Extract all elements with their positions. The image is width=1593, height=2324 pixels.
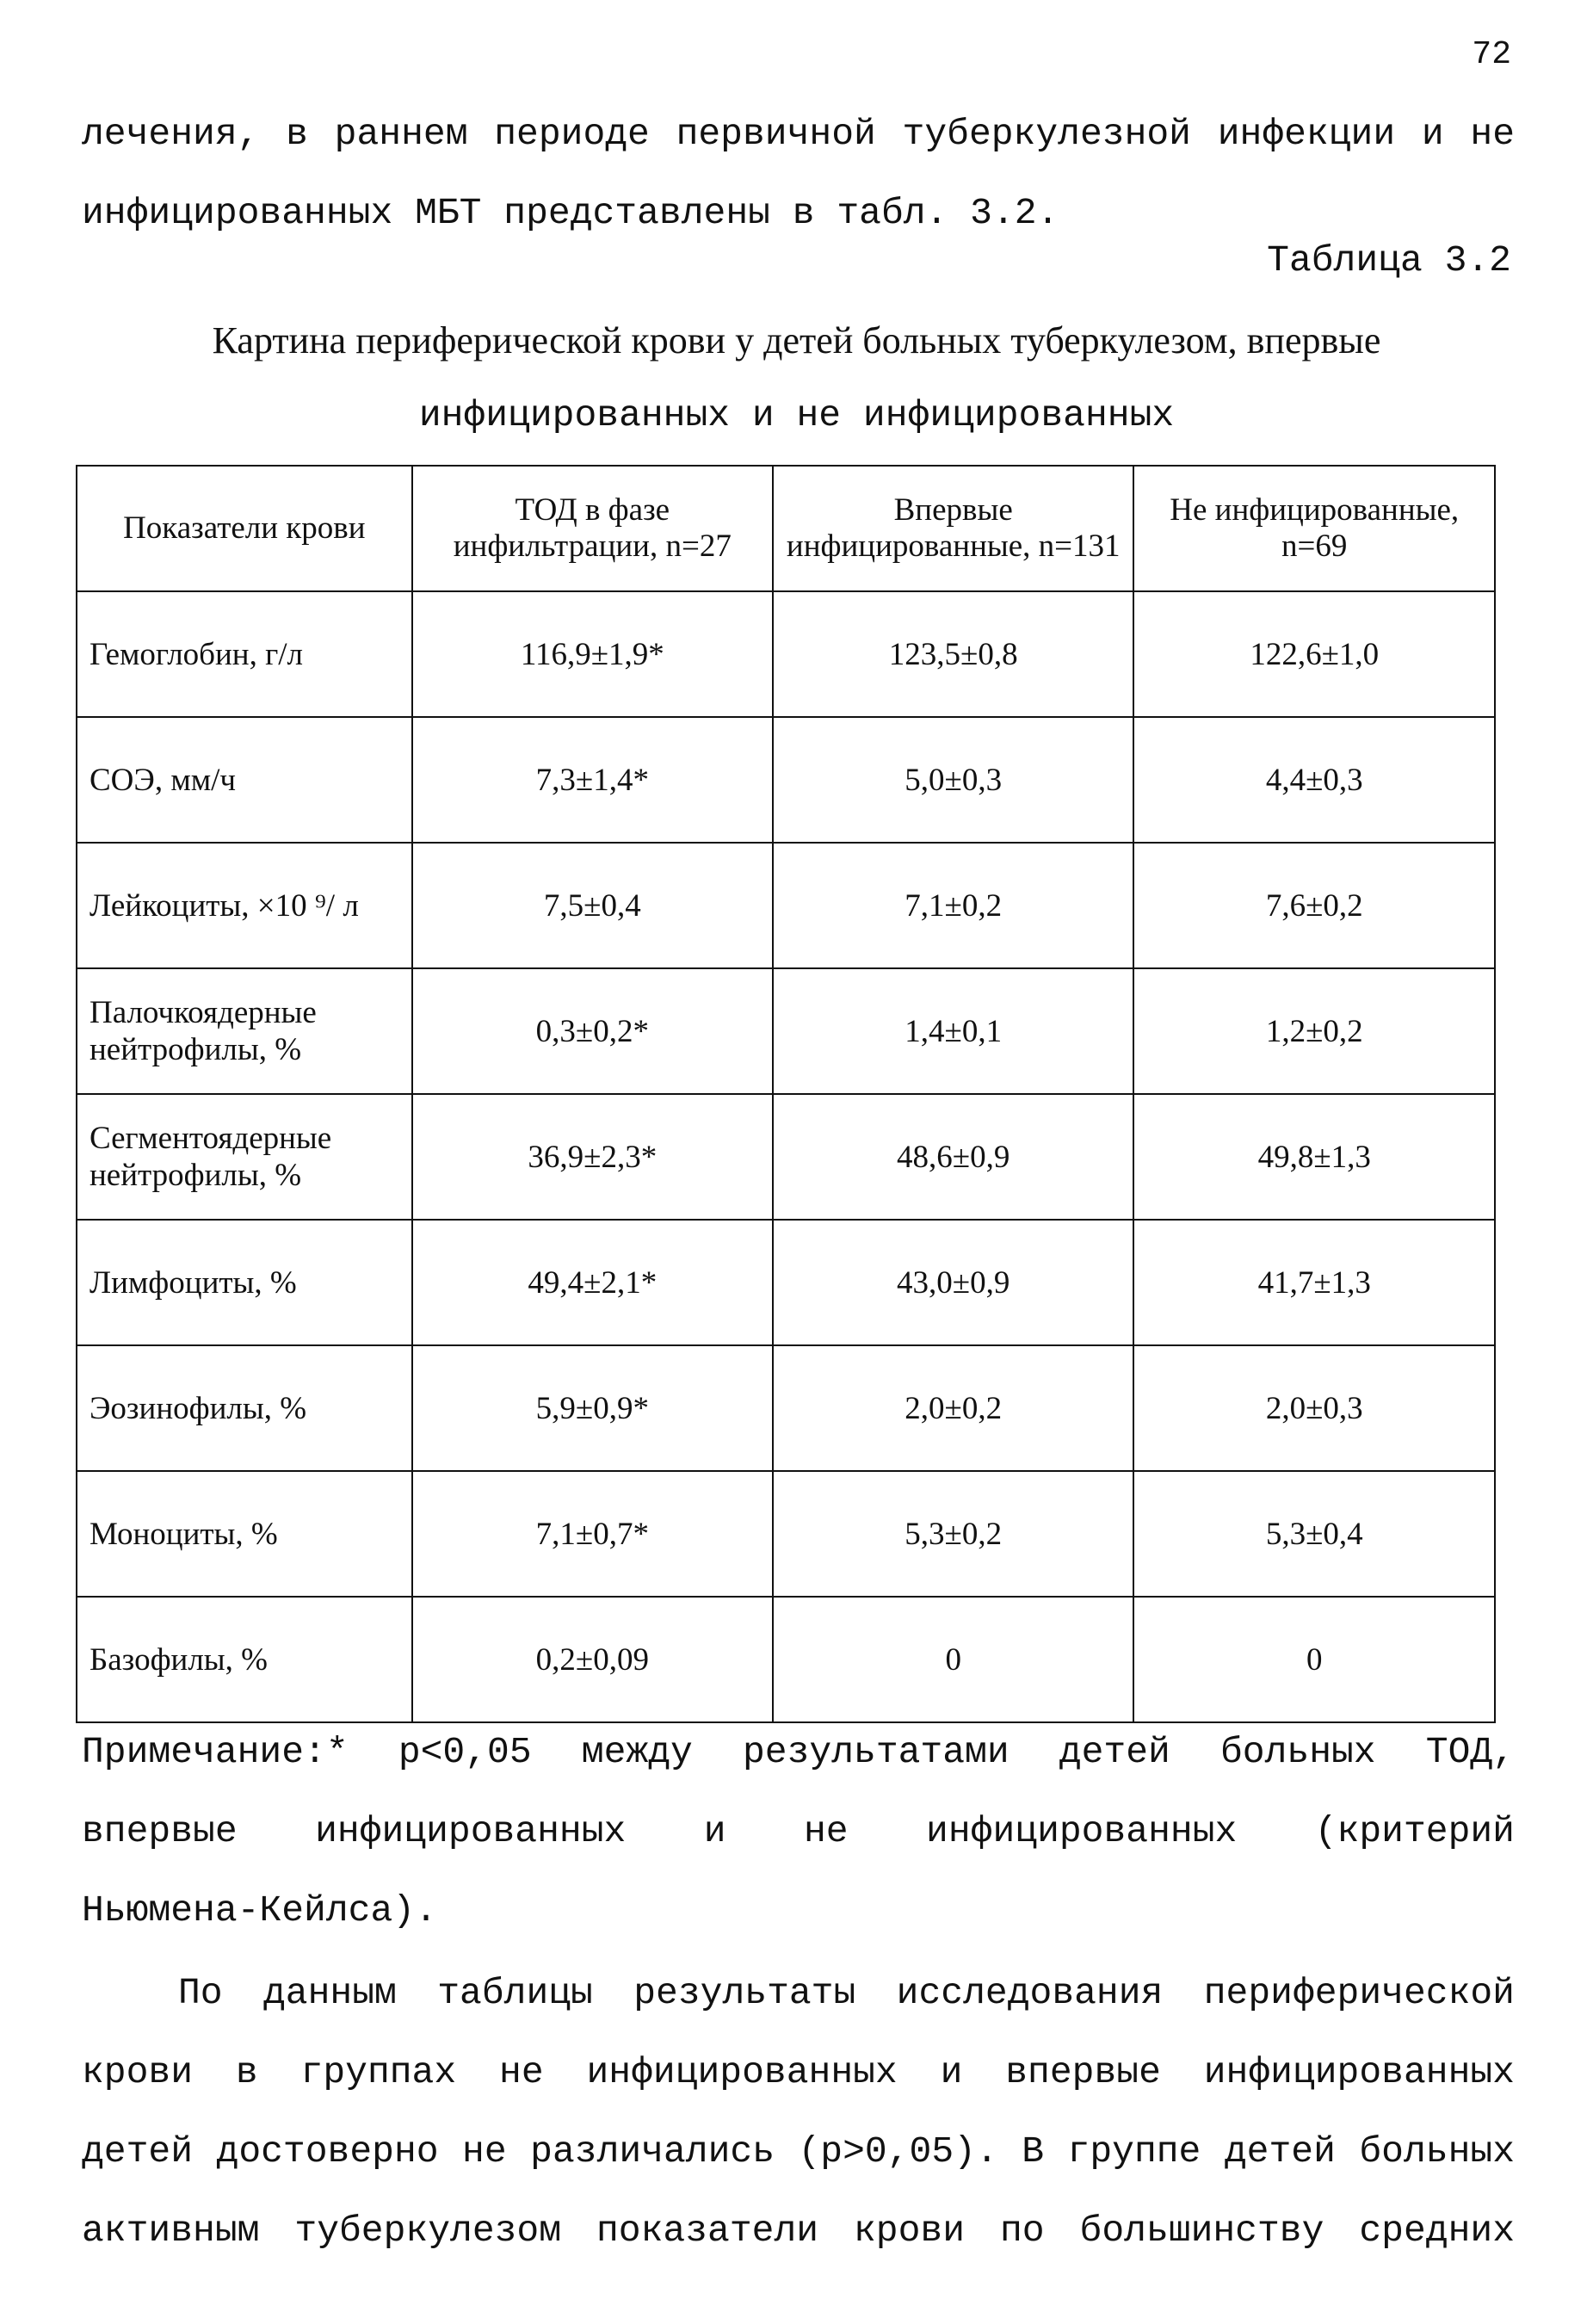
table-row	[77, 717, 1495, 843]
note-line: Примечание:* р<0,05 между результатами детей больных ТОД,	[82, 1731, 1515, 1773]
table-caption-line: Картина периферической крови у детей больных туберкулезом, впервые	[212, 319, 1381, 362]
table-row	[77, 1094, 1495, 1220]
cell-value: 0,3±0,2*	[412, 968, 773, 1094]
header-tod-group: ТОД в фазе инфильтрации, n=27	[412, 466, 773, 591]
table-row	[77, 1220, 1495, 1345]
row-label: Базофилы, %	[77, 1597, 412, 1722]
cell-value: 5,0±0,3	[773, 717, 1134, 843]
row-label: Гемоглобин, г/л	[77, 591, 412, 717]
cell-value: 7,1±0,2	[773, 843, 1134, 968]
cell-value: 116,9±1,9*	[412, 591, 773, 717]
page-number: 72	[1472, 36, 1511, 73]
row-label: СОЭ, мм/ч	[77, 717, 412, 843]
table-row	[77, 843, 1495, 968]
row-label: Лейкоциты, ×10 ⁹/ л	[77, 843, 412, 968]
row-label: Палочкоядерные нейтрофилы, %	[77, 968, 412, 1094]
header-newly-infected-group: Впервые инфицированные, n=131	[773, 466, 1134, 591]
body-line: крови в группах не инфицированных и впервые инфицированных	[82, 2051, 1515, 2093]
cell-value: 0	[773, 1597, 1134, 1722]
table-row	[77, 1345, 1495, 1471]
table-header-row	[77, 466, 1495, 591]
row-label: Лимфоциты, %	[77, 1220, 412, 1345]
cell-value: 2,0±0,2	[773, 1345, 1134, 1471]
cell-value: 7,3±1,4*	[412, 717, 773, 843]
table-row	[77, 1471, 1495, 1597]
cell-value: 7,6±0,2	[1133, 843, 1495, 968]
row-label: Эозинофилы, %	[77, 1345, 412, 1471]
body-line: активным туберкулезом показатели крови по большинству средних	[82, 2210, 1515, 2252]
cell-value: 123,5±0,8	[773, 591, 1134, 717]
cell-value: 5,9±0,9*	[412, 1345, 773, 1471]
note-line: впервые инфицированных и не инфицированных (критерий	[82, 1810, 1515, 1852]
body-paragraph	[82, 1954, 1515, 2271]
cell-value: 4,4±0,3	[1133, 717, 1495, 843]
table-row	[77, 591, 1495, 717]
cell-value: 2,0±0,3	[1133, 1345, 1495, 1471]
table-row	[77, 1597, 1495, 1722]
body-line: детей достоверно не различались (р>0,05). В группе детей больных	[82, 2130, 1515, 2173]
row-label: Сегментоядерные нейтрофилы, %	[77, 1094, 412, 1220]
cell-value: 1,4±0,1	[773, 968, 1134, 1094]
header-indicator: Показатели крови	[77, 466, 412, 591]
cell-value: 5,3±0,2	[773, 1471, 1134, 1597]
cell-value: 1,2±0,2	[1133, 968, 1495, 1094]
cell-value: 49,8±1,3	[1133, 1094, 1495, 1220]
table-caption-line: инфицированных и не инфицированных	[418, 394, 1175, 436]
cell-value: 0,2±0,09	[412, 1597, 773, 1722]
body-line: По данным таблицы результаты исследования периферической	[178, 1972, 1515, 2014]
table-row	[77, 968, 1495, 1094]
cell-value: 36,9±2,3*	[412, 1094, 773, 1220]
cell-value: 5,3±0,4	[1133, 1471, 1495, 1597]
intro-line: лечения, в раннем периоде первичной туберкулезной инфекции и не	[82, 113, 1515, 155]
cell-value: 41,7±1,3	[1133, 1220, 1495, 1345]
blood-parameters-table	[76, 465, 1496, 1723]
cell-value: 7,5±0,4	[412, 843, 773, 968]
cell-value: 122,6±1,0	[1133, 591, 1495, 717]
row-label: Моноциты, %	[77, 1471, 412, 1597]
intro-line: инфицированных МБТ представлены в табл. 3.2.	[82, 192, 1059, 234]
cell-value: 43,0±0,9	[773, 1220, 1134, 1345]
header-not-infected-group: Не инфицированные, n=69	[1133, 466, 1495, 591]
table-label: Таблица 3.2	[1267, 239, 1511, 281]
table-note	[82, 1713, 1515, 1950]
cell-value: 7,1±0,7*	[412, 1471, 773, 1597]
cell-value: 49,4±2,1*	[412, 1220, 773, 1345]
note-line: Ньюмена-Кейлса).	[82, 1889, 437, 1932]
intro-paragraph	[82, 95, 1515, 253]
cell-value: 48,6±0,9	[773, 1094, 1134, 1220]
cell-value: 0	[1133, 1597, 1495, 1722]
